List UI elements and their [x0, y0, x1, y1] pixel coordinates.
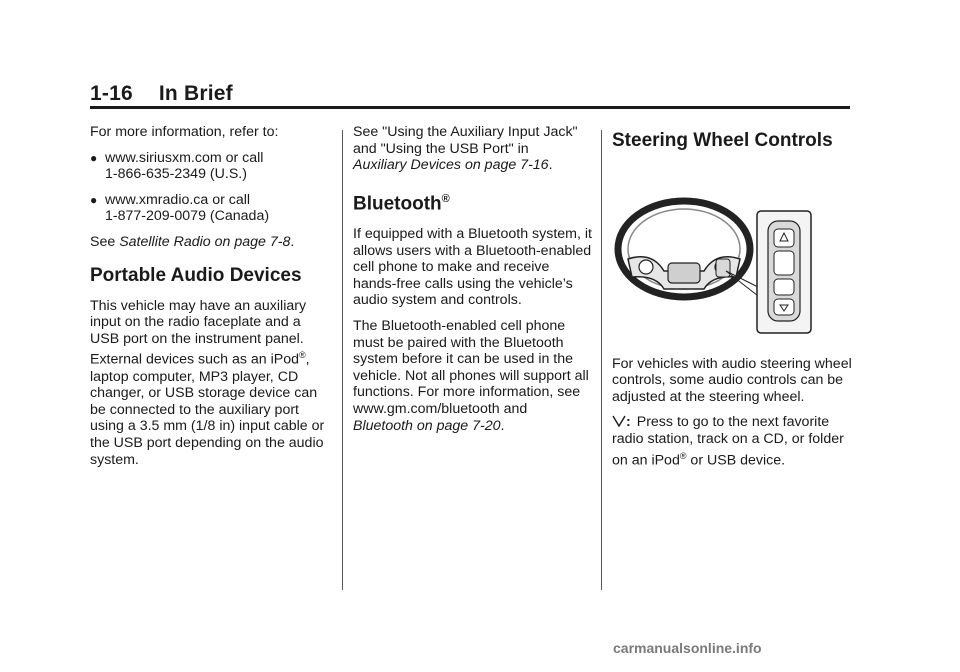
- page-number: 1-16: [90, 82, 133, 105]
- column-divider-1: [342, 130, 343, 590]
- bullet-line: www.xmradio.ca or call: [105, 191, 251, 208]
- next-favorite-description: : Press to go to the next favorite radio station, track on a CD, or folder on an iPod® or USB device.: [612, 414, 844, 469]
- cross-reference: Auxiliary Devices on page 7-16: [353, 157, 549, 174]
- bullet-item: [90, 150, 330, 183]
- portable-audio-body: This vehicle may have an auxiliary input on the radio faceplate and a USB port on the instrument panel. External devices such as an iPod®, laptop computer, MP3 player, CD changer, or USB storage device can be connected to the auxiliary port using a 3.5 mm (1/8 in) input cable or the USB port depending on the audio system.: [90, 297, 325, 468]
- cross-reference: Bluetooth on page 7-20: [353, 417, 501, 434]
- heading-portable-audio: Portable Audio Devices: [90, 264, 302, 286]
- bullet-line: 1-877-209-0079 (Canada): [105, 208, 270, 225]
- watermark: carmanualsonline.info: [613, 640, 762, 656]
- bullet-line: 1-866-635-2349 (U.S.): [105, 166, 247, 183]
- column-2: [353, 124, 593, 443]
- cross-reference: Satellite Radio on page 7-8: [119, 233, 291, 250]
- aux-see-reference: See "Using the Auxiliary Input Jack" and "Using the USB Port" in Auxiliary Devices on page 7-16.: [353, 124, 578, 174]
- bluetooth-body-2: The Bluetooth-enabled cell phone must be paired with the Bluetooth system before it can be used in the vehicle. Not all phones will support all functions. For more information, see www.gm.com/bluetooth and Bluetooth on page 7-20.: [353, 318, 589, 434]
- bullet-icon: ●: [90, 192, 98, 207]
- see-reference: See Satellite Radio on page 7-8.: [90, 233, 295, 250]
- section-title: In Brief: [158, 82, 233, 105]
- page-header: [90, 82, 233, 106]
- bullet-item: [90, 192, 330, 225]
- bluetooth-body-1: If equipped with a Bluetooth system, it allows users with a Bluetooth-enabled cell phone to make and receive hands-free calls using the vehicle’s audio system and controls.: [353, 226, 592, 309]
- bullet-line: www.siriusxm.com or call: [105, 149, 264, 166]
- next-favorite-icon: :: [612, 414, 631, 430]
- heading-steering-wheel-controls: Steering Wheel Controls: [612, 130, 833, 151]
- steering-wheel-illustration: [612, 179, 812, 337]
- bullet-icon: ●: [90, 150, 98, 165]
- steering-controls-body: For vehicles with audio steering wheel controls, some audio controls can be adjusted at the steering wheel.: [612, 355, 852, 405]
- heading-bluetooth: Bluetooth®: [353, 192, 450, 215]
- header-rule: [90, 106, 850, 109]
- intro-text: For more information, refer to:: [90, 124, 279, 140]
- column-divider-2: [601, 130, 602, 590]
- column-1: [90, 124, 330, 477]
- column-3: [612, 124, 852, 478]
